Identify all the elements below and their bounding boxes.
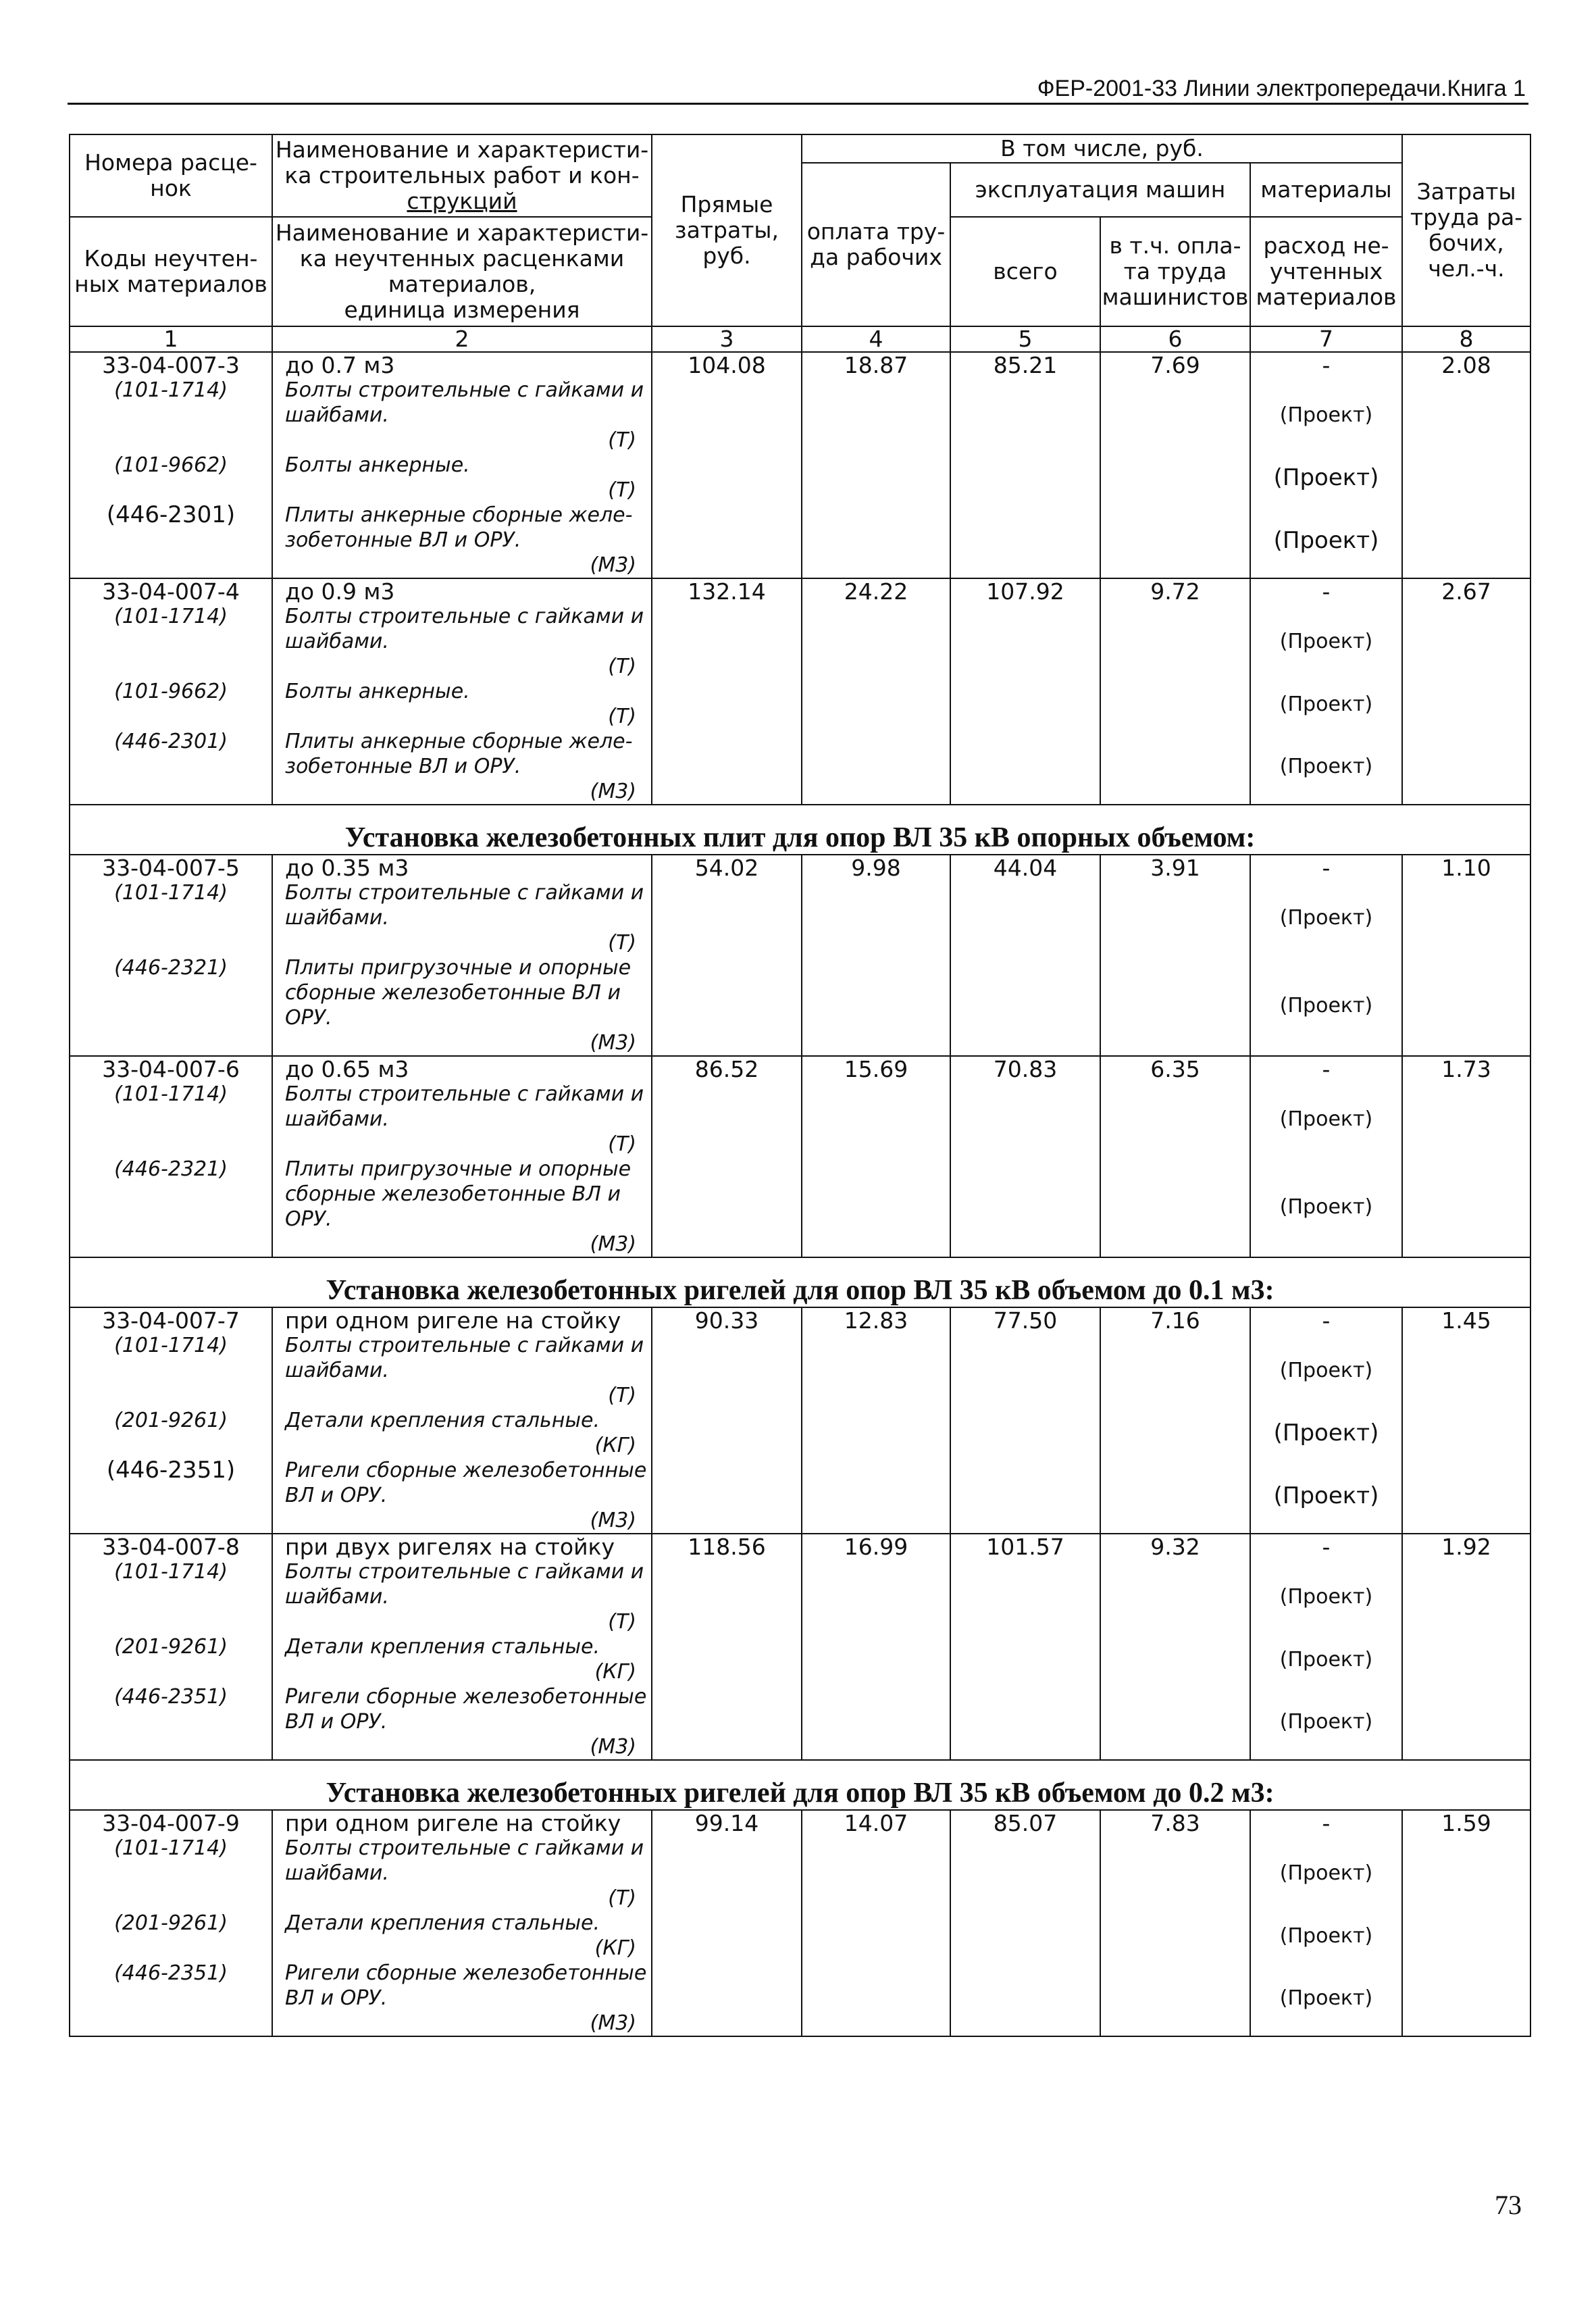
- operators-cost-cell: [1100, 352, 1250, 578]
- running-head: ФЕР-2001-33 Линии электропередачи.Книга 1: [1037, 76, 1526, 101]
- section-heading: Установка железобетонных ригелей для опор ВЛ 35 кВ объемом до 0.2 м3:: [70, 1760, 1530, 1810]
- spacer: [70, 403, 272, 428]
- machines-cost-cell: [950, 352, 1100, 578]
- material-project-box: [1251, 679, 1401, 729]
- material-code: (201-9261): [114, 1409, 228, 1432]
- material-value: -: [1322, 855, 1331, 881]
- spacer: [70, 2011, 272, 2036]
- labor-cost: 15.69: [844, 1056, 908, 1082]
- material-project-box: [1251, 1333, 1401, 1408]
- material-cell: [1250, 1056, 1402, 1257]
- material-name-line: шайбами.: [285, 1107, 389, 1131]
- labor-cost-cell: [802, 352, 950, 578]
- material-project: (Проект): [1279, 630, 1373, 653]
- direct-cost: 99.14: [694, 1810, 759, 1836]
- material-name-line: шайбами.: [285, 1861, 389, 1885]
- material-name-line: сборные железобетонные ВЛ и: [285, 981, 621, 1005]
- material-name-line: ОРУ.: [285, 1006, 332, 1030]
- col3-header: Прямые затраты, руб.: [652, 134, 802, 326]
- section-heading-row: [70, 1760, 1530, 1810]
- labor-hours: 2.08: [1441, 352, 1491, 378]
- machines-cost: 85.21: [993, 352, 1058, 378]
- direct-cost: 132.14: [688, 578, 766, 605]
- material-project-box: [1251, 453, 1401, 503]
- direct-cost: 90.33: [694, 1307, 759, 1334]
- col-number: 8: [1402, 326, 1530, 352]
- machines-cost: 44.04: [993, 855, 1058, 881]
- spacer: [70, 629, 272, 654]
- machines-header: эксплуатация машин: [950, 163, 1250, 217]
- material-unit: (Т): [608, 931, 636, 955]
- rate-code: 33-04-007-5: [102, 855, 240, 881]
- labor-hours: 1.45: [1441, 1307, 1491, 1334]
- rate-row: [70, 1307, 1530, 1534]
- material-project: (Проект): [1279, 403, 1373, 427]
- spacer: [70, 1709, 272, 1734]
- material-name-line: шайбами.: [285, 1359, 389, 1382]
- material-code: (101-1714): [114, 605, 228, 628]
- material-project: (Проект): [1273, 464, 1379, 491]
- material-project: (Проект): [1279, 1986, 1373, 2010]
- spacer: [70, 1936, 272, 1961]
- col1-bottom-header: Коды неучтен- ных материалов: [70, 217, 272, 326]
- spacer: [70, 754, 272, 779]
- spacer: [70, 905, 272, 930]
- direct-cost: 86.52: [694, 1056, 759, 1082]
- spacer: [70, 1383, 272, 1408]
- material-project: (Проект): [1279, 755, 1373, 778]
- labor-hours: 1.73: [1441, 1056, 1491, 1082]
- material-code: (101-1714): [114, 1836, 228, 1860]
- material-name-line: сборные железобетонные ВЛ и: [285, 1182, 621, 1206]
- material-code: (101-9662): [114, 680, 228, 703]
- material-unit: (Т): [608, 1132, 636, 1156]
- col1-top-header: Номера расце- нок: [70, 134, 272, 217]
- material-project-box: [1251, 1634, 1401, 1684]
- direct-cost: 118.56: [688, 1534, 766, 1560]
- spacer: [70, 1483, 272, 1508]
- labor-hours-cell: [1402, 1056, 1530, 1257]
- material-project-box: [1251, 1911, 1401, 1961]
- rate-name: при двух ригелях на стойку: [285, 1534, 615, 1560]
- material-code: (446-2351): [114, 1961, 228, 1985]
- labor-cost-cell: [802, 1056, 950, 1257]
- spacer: [70, 1132, 272, 1157]
- direct-cost-cell: [652, 1534, 802, 1760]
- material-name-line: шайбами.: [285, 403, 389, 427]
- labor-hours-cell: [1402, 1307, 1530, 1534]
- material-project-box: [1251, 1458, 1401, 1533]
- rate-row: [70, 1534, 1530, 1760]
- material-name-line: Болты анкерные.: [285, 453, 470, 477]
- material-unit: (М3): [590, 1735, 636, 1759]
- machines-cost: 77.50: [993, 1307, 1058, 1334]
- rate-row: [70, 855, 1530, 1056]
- material-name-line: Ригели сборные железобетонные: [285, 1459, 647, 1482]
- material-name-line: Болты строительные с гайками и: [285, 1560, 644, 1584]
- material-name-line: Болты анкерные.: [285, 680, 470, 703]
- col-number: 3: [652, 326, 802, 352]
- material-project: (Проект): [1279, 1359, 1373, 1382]
- col-number: 7: [1250, 326, 1402, 352]
- spacer: [70, 528, 272, 553]
- spacer: [70, 1508, 272, 1533]
- material-project: (Проект): [1279, 1923, 1373, 1948]
- labor-cost-cell: [802, 1307, 950, 1534]
- operators-cost: 7.83: [1150, 1810, 1200, 1836]
- spacer: [70, 1886, 272, 1911]
- rate-row: [70, 1810, 1530, 2036]
- direct-cost-cell: [652, 352, 802, 578]
- direct-cost-cell: [652, 1056, 802, 1257]
- labor-cost: 12.83: [844, 1307, 908, 1334]
- material-name-line: Плиты пригрузочные и опорные: [285, 1157, 632, 1181]
- incl-header: В том числе, руб.: [802, 134, 1402, 163]
- col6-header: в т.ч. опла- та труда машинистов: [1100, 217, 1250, 326]
- rate-name-cell: [272, 1534, 652, 1760]
- rate-code-cell: [70, 578, 272, 805]
- operators-cost: 3.91: [1150, 855, 1200, 881]
- labor-hours: 1.59: [1441, 1810, 1491, 1836]
- rate-code: 33-04-007-7: [102, 1307, 240, 1334]
- rate-row: [70, 1056, 1530, 1257]
- material-unit: (Т): [608, 478, 636, 502]
- labor-hours-cell: [1402, 1534, 1530, 1760]
- material-name-line: Плиты анкерные сборные желе-: [285, 503, 633, 527]
- rate-name: до 0.65 м3: [285, 1056, 409, 1082]
- col-number: 4: [802, 326, 950, 352]
- rate-code: 33-04-007-6: [102, 1056, 240, 1082]
- material-value: -: [1322, 1534, 1331, 1560]
- rate-name-cell: [272, 1810, 652, 2036]
- material-value: -: [1322, 1810, 1331, 1836]
- spacer: [70, 1107, 272, 1132]
- rate-row: [70, 352, 1530, 578]
- material-code: (446-2321): [114, 1157, 228, 1181]
- labor-cost: 24.22: [844, 578, 908, 605]
- spacer: [70, 930, 272, 955]
- col7-header: расход не- учтенных материалов: [1250, 217, 1402, 326]
- operators-cost: 6.35: [1150, 1056, 1200, 1082]
- material-value: -: [1322, 1307, 1331, 1334]
- material-code: (201-9261): [114, 1635, 228, 1659]
- material-code: (446-2351): [106, 1457, 236, 1484]
- material-unit: (М3): [590, 1031, 636, 1055]
- col5-header: всего: [950, 217, 1100, 326]
- material-name-line: Болты строительные с гайками и: [285, 605, 644, 628]
- operators-cost: 7.16: [1150, 1307, 1200, 1334]
- section-heading-row: [70, 1257, 1530, 1307]
- material-project-box: [1251, 1684, 1401, 1759]
- material-unit: (Т): [608, 428, 636, 452]
- material-project-box: [1251, 880, 1401, 955]
- operators-cost: 7.69: [1150, 352, 1200, 378]
- material-unit: (Т): [608, 1384, 636, 1407]
- material-project-box: [1251, 955, 1401, 1055]
- material-code: (446-2351): [114, 1685, 228, 1709]
- spacer: [70, 1986, 272, 2011]
- material-code: (101-9662): [114, 453, 228, 477]
- col-number: 1: [70, 326, 272, 352]
- material-project-box: [1251, 729, 1401, 804]
- rate-name: при одном ригеле на стойку: [285, 1810, 621, 1836]
- material-project-box: [1251, 503, 1401, 578]
- material-name-line: Болты строительные с гайками и: [285, 378, 644, 402]
- labor-cost-cell: [802, 578, 950, 805]
- material-code: (101-1714): [114, 1082, 228, 1106]
- spacer: [70, 1232, 272, 1257]
- material-code: (201-9261): [114, 1911, 228, 1935]
- labor-hours-cell: [1402, 1810, 1530, 2036]
- rate-name-cell: [272, 855, 652, 1056]
- material-value: -: [1322, 1056, 1331, 1082]
- rate-code: 33-04-007-3: [102, 352, 240, 378]
- material-project-box: [1251, 1961, 1401, 2036]
- spacer: [70, 1005, 272, 1030]
- col-number: 5: [950, 326, 1100, 352]
- material-code: (446-2301): [114, 730, 228, 753]
- spacer: [70, 1182, 272, 1207]
- material-project: (Проект): [1279, 1194, 1373, 1219]
- header-rule: [68, 103, 1528, 105]
- direct-cost: 54.02: [694, 855, 759, 881]
- rate-row: [70, 578, 1530, 805]
- material-project: (Проект): [1273, 526, 1379, 554]
- labor-cost-cell: [802, 1810, 950, 2036]
- machines-cost-cell: [950, 578, 1100, 805]
- material-name-line: Болты строительные с гайками и: [285, 1836, 644, 1860]
- material-project: (Проект): [1279, 1647, 1373, 1671]
- material-code: (101-1714): [114, 378, 228, 402]
- section-heading-row: [70, 805, 1530, 855]
- operators-cost-cell: [1100, 1307, 1250, 1534]
- material-project-box: [1251, 1082, 1401, 1157]
- labor-hours: 1.92: [1441, 1534, 1491, 1560]
- price-table: [69, 134, 1531, 2037]
- material-unit: (М3): [590, 553, 636, 577]
- rate-name-cell: [272, 352, 652, 578]
- material-value: -: [1322, 352, 1331, 378]
- spacer: [70, 428, 272, 453]
- labor-cost-cell: [802, 855, 950, 1056]
- machines-cost: 107.92: [986, 578, 1064, 605]
- material-name-line: ВЛ и ОРУ.: [285, 1484, 388, 1507]
- material-code: (446-2301): [106, 501, 236, 528]
- material-project: (Проект): [1279, 692, 1373, 716]
- material-unit: (КГ): [594, 1936, 636, 1960]
- material-name-line: Болты строительные с гайками и: [285, 1334, 644, 1357]
- direct-cost-cell: [652, 1307, 802, 1534]
- section-heading: Установка железобетонных плит для опор ВЛ 35 кВ опорных объемом:: [70, 805, 1530, 855]
- material-unit: (Т): [608, 705, 636, 728]
- rate-code-cell: [70, 1534, 272, 1760]
- machines-cost: 85.07: [993, 1810, 1058, 1836]
- operators-cost-cell: [1100, 1810, 1250, 2036]
- material-unit: (М3): [590, 2011, 636, 2035]
- material-project-box: [1251, 378, 1401, 453]
- labor-cost: 14.07: [844, 1810, 908, 1836]
- material-name-line: Ригели сборные железобетонные: [285, 1961, 647, 1985]
- material-code: (101-1714): [114, 1560, 228, 1584]
- operators-cost: 9.72: [1150, 578, 1200, 605]
- material-project: (Проект): [1279, 1585, 1373, 1609]
- material-name-line: Плиты анкерные сборные желе-: [285, 730, 633, 753]
- material-project-box: [1251, 1157, 1401, 1257]
- material-project: (Проект): [1279, 1861, 1373, 1885]
- rate-code: 33-04-007-8: [102, 1534, 240, 1560]
- rate-code: 33-04-007-9: [102, 1810, 240, 1836]
- material-unit: (Т): [608, 1610, 636, 1634]
- material-unit: (М3): [590, 780, 636, 803]
- material-name-line: шайбами.: [285, 906, 389, 930]
- material-unit: (М3): [590, 1509, 636, 1532]
- materials-header: материалы: [1250, 163, 1402, 217]
- spacer: [70, 980, 272, 1005]
- material-name-line: Болты строительные с гайками и: [285, 1082, 644, 1106]
- rate-code-cell: [70, 352, 272, 578]
- material-cell: [1250, 1307, 1402, 1534]
- material-name-line: зобетонные ВЛ и ОРУ.: [285, 528, 521, 552]
- rate-name-cell: [272, 1056, 652, 1257]
- material-name-line: шайбами.: [285, 630, 389, 653]
- direct-cost-cell: [652, 578, 802, 805]
- spacer: [70, 553, 272, 578]
- rate-name: до 0.35 м3: [285, 855, 409, 881]
- labor-cost-cell: [802, 1534, 950, 1760]
- material-unit: (М3): [590, 1232, 636, 1256]
- spacer: [70, 1433, 272, 1458]
- spacer: [70, 1734, 272, 1759]
- labor-cost: 18.87: [844, 352, 908, 378]
- material-cell: [1250, 1534, 1402, 1760]
- col4-header: оплата тру- да рабочих: [802, 163, 950, 326]
- labor-hours-cell: [1402, 578, 1530, 805]
- spacer: [70, 1207, 272, 1232]
- material-name-line: ВЛ и ОРУ.: [285, 1710, 388, 1734]
- material-project-box: [1251, 1408, 1401, 1458]
- material-project: (Проект): [1279, 906, 1373, 930]
- operators-cost: 9.32: [1150, 1534, 1200, 1560]
- rate-code-cell: [70, 1810, 272, 2036]
- section-heading: Установка железобетонных ригелей для опор ВЛ 35 кВ объемом до 0.1 м3:: [70, 1257, 1530, 1307]
- operators-cost-cell: [1100, 578, 1250, 805]
- operators-cost-cell: [1100, 1056, 1250, 1257]
- material-name-line: зобетонные ВЛ и ОРУ.: [285, 755, 521, 778]
- operators-cost-cell: [1100, 1534, 1250, 1760]
- material-project: (Проект): [1279, 1107, 1373, 1131]
- material-unit: (КГ): [594, 1434, 636, 1457]
- machines-cost-cell: [950, 1307, 1100, 1534]
- material-value: -: [1322, 578, 1331, 605]
- material-unit: (Т): [608, 655, 636, 678]
- machines-cost-cell: [950, 1534, 1100, 1760]
- spacer: [70, 478, 272, 503]
- col2-bottom-header: Наименование и характеристи- ка неучтенных расценками материалов, единица измерения: [272, 217, 652, 326]
- material-cell: [1250, 855, 1402, 1056]
- spacer: [70, 1609, 272, 1634]
- direct-cost: 104.08: [688, 352, 766, 378]
- spacer: [70, 1584, 272, 1609]
- rate-code: 33-04-007-4: [102, 578, 240, 605]
- machines-cost: 101.57: [986, 1534, 1064, 1560]
- rate-name-cell: [272, 578, 652, 805]
- machines-cost-cell: [950, 1810, 1100, 2036]
- spacer: [70, 1659, 272, 1684]
- machines-cost: 70.83: [993, 1056, 1058, 1082]
- material-project: (Проект): [1273, 1419, 1379, 1447]
- spacer: [70, 779, 272, 804]
- page-number: 73: [1495, 2190, 1522, 2220]
- col8-header: Затраты труда ра- бочих, чел.-ч.: [1402, 134, 1530, 326]
- material-code: (101-1714): [114, 1334, 228, 1357]
- col-number: 6: [1100, 326, 1250, 352]
- labor-cost: 9.98: [851, 855, 901, 881]
- material-name-line: Болты строительные с гайками и: [285, 881, 644, 905]
- column-numbers-row: [70, 326, 1530, 352]
- col-number: 2: [272, 326, 652, 352]
- material-name-line: ВЛ и ОРУ.: [285, 1986, 388, 2010]
- rate-code-cell: [70, 1307, 272, 1534]
- labor-hours-cell: [1402, 855, 1530, 1056]
- rate-name: до 0.7 м3: [285, 352, 395, 378]
- material-project: (Проект): [1279, 993, 1373, 1017]
- material-project: (Проект): [1279, 1710, 1373, 1734]
- material-name-line: шайбами.: [285, 1585, 389, 1609]
- rate-code-cell: [70, 855, 272, 1056]
- rate-name-cell: [272, 1307, 652, 1534]
- direct-cost-cell: [652, 855, 802, 1056]
- material-name-line: Плиты пригрузочные и опорные: [285, 956, 632, 980]
- material-code: (446-2321): [114, 956, 228, 980]
- material-name-line: ОРУ.: [285, 1207, 332, 1231]
- material-unit: (КГ): [594, 1660, 636, 1684]
- spacer: [70, 1030, 272, 1055]
- spacer: [70, 704, 272, 729]
- material-project-box: [1251, 1836, 1401, 1911]
- rate-name: при одном ригеле на стойку: [285, 1307, 621, 1334]
- labor-hours: 1.10: [1441, 855, 1491, 881]
- operators-cost-cell: [1100, 855, 1250, 1056]
- material-project-box: [1251, 1559, 1401, 1634]
- machines-cost-cell: [950, 1056, 1100, 1257]
- labor-hours: 2.67: [1441, 578, 1491, 605]
- material-code: (101-1714): [114, 881, 228, 905]
- machines-cost-cell: [950, 855, 1100, 1056]
- material-project-box: [1251, 604, 1401, 679]
- material-cell: [1250, 1810, 1402, 2036]
- material-name-line: Ригели сборные железобетонные: [285, 1685, 647, 1709]
- material-cell: [1250, 352, 1402, 578]
- spacer: [70, 1861, 272, 1886]
- material-name-line: Детали крепления стальные.: [285, 1911, 600, 1935]
- labor-cost: 16.99: [844, 1534, 908, 1560]
- material-unit: (Т): [608, 1886, 636, 1910]
- header-row-1: [70, 134, 1530, 163]
- material-cell: [1250, 578, 1402, 805]
- spacer: [70, 654, 272, 679]
- col2-top-header: Наименование и характеристи- ка строительных работ и кон- струкций: [272, 134, 652, 217]
- material-name-line: Детали крепления стальные.: [285, 1409, 600, 1432]
- direct-cost-cell: [652, 1810, 802, 2036]
- rate-name: до 0.9 м3: [285, 578, 395, 605]
- spacer: [70, 1358, 272, 1383]
- labor-hours-cell: [1402, 352, 1530, 578]
- rate-code-cell: [70, 1056, 272, 1257]
- material-project: (Проект): [1273, 1482, 1379, 1509]
- material-name-line: Детали крепления стальные.: [285, 1635, 600, 1659]
